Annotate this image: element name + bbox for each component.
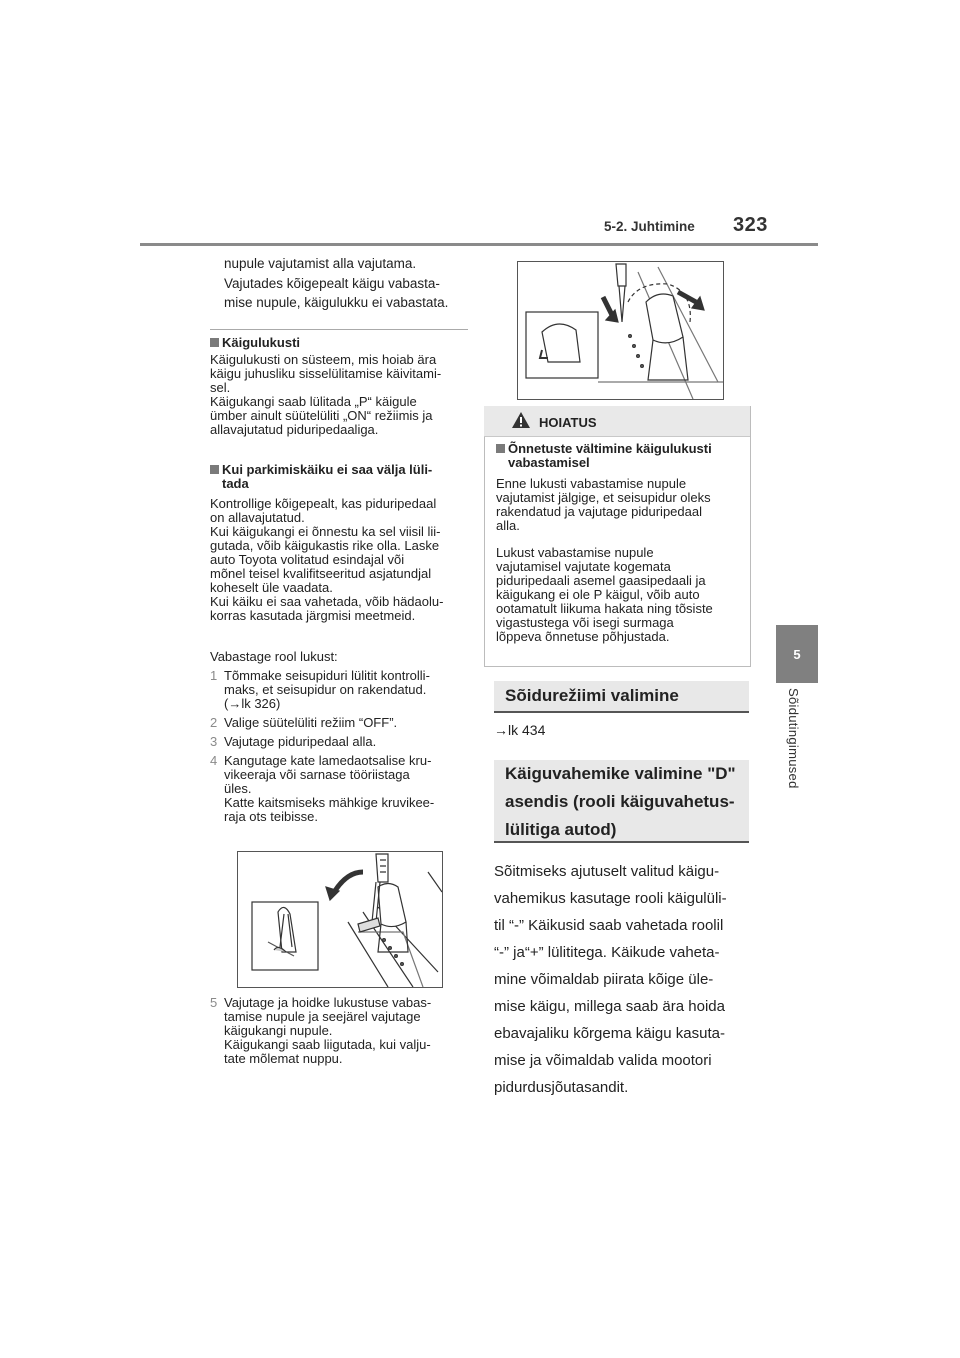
text-line: Kontrollige kõigepealt, kas piduripedaal	[210, 496, 437, 511]
text-line: Lukust vabastamise nupule	[496, 545, 654, 560]
text-line: rakendatud ja vajutage piduripedaal	[496, 504, 702, 519]
text-line: ebavajaliku kõrgema käigu kasuta-	[494, 1025, 725, 1042]
text-line: raja ots teibisse.	[224, 809, 318, 824]
section-divider	[210, 329, 468, 330]
gear-range-title	[494, 760, 749, 844]
text-line: on allavajutatud.	[210, 510, 305, 525]
text-line: vigastustega või isegi surmaga	[496, 615, 674, 630]
step-item	[210, 996, 472, 1066]
step-number: 4	[210, 753, 218, 768]
text-line: sel.	[210, 380, 231, 395]
drive-mode-title: Sõidurežiimi valimine	[505, 686, 679, 705]
step-item	[210, 754, 472, 824]
square-bullet-icon	[496, 444, 505, 453]
step-list	[210, 669, 472, 824]
text-line: Vajutage piduripedaal alla.	[224, 734, 377, 749]
gear-range-banner	[494, 760, 749, 843]
step-item	[210, 735, 472, 749]
text-line: käigu juhusliku sisselülitamise käivitami-	[210, 366, 442, 381]
no-park-heading-text: tada	[222, 476, 249, 491]
text-line: tate mõlemat nuppu.	[224, 1051, 343, 1066]
text-line: käigukangi nupule.	[224, 1023, 333, 1038]
intro-line: Vajutades kõigepealt käigu vabasta-	[224, 275, 440, 291]
step-item	[210, 669, 472, 711]
text-line: Valige süütelüliti režiim “OFF”.	[224, 715, 398, 730]
page-number: 323	[733, 214, 768, 236]
text-line: “-” ja“+” lülititega. Käikude vaheta-	[494, 944, 720, 961]
text-line: üles.	[224, 781, 252, 796]
text-line: koheselt üle vaadata.	[210, 580, 333, 595]
title-line: asendis (rooli käiguvahetus-	[505, 792, 735, 811]
text-line: vajutamisel vajutate kogemata	[496, 559, 671, 574]
warning-subheading	[496, 442, 746, 470]
text-line: Vajutage ja hoidke lukustuse vabas-	[224, 995, 432, 1010]
text-line: Kangutage kate lamedaotsalise kru-	[224, 753, 432, 768]
header-divider	[140, 243, 818, 246]
title-line: lülitiga autod)	[505, 820, 617, 839]
text-line: vajutamist jälgige, et seisupidur oleks	[496, 490, 711, 505]
no-park-heading-text: Kui parkimiskäiku ei saa välja lüli-	[222, 462, 433, 477]
shift-lock-heading-text: Käigulukusti	[222, 335, 301, 350]
section-title: 5-2. Juhtimine	[604, 219, 695, 234]
text-line: ümber ainult süütelüliti „ON“ režiimis ja	[210, 408, 433, 423]
text-line: ootamatult liikuma hakata ning tõsiste	[496, 601, 713, 616]
warning-triangle-icon	[511, 411, 531, 429]
step-number: 2	[210, 715, 218, 730]
shift-lock-heading	[210, 336, 300, 350]
square-bullet-icon	[210, 465, 219, 474]
text-line: mõnel teisel kvalifitseeritud asjatundjal	[210, 566, 432, 581]
text-line: tamise nupule ja seejärel vajutage	[224, 1009, 421, 1024]
text-line: Kui käigukangi ei õnnestu ka sel viisil lii-	[210, 524, 441, 539]
text-line: korras kasutada järgmisi meetmeid.	[210, 608, 416, 623]
text-line: allavajutatud piduripedaaliga.	[210, 422, 379, 437]
text-line: vahemikus kasutage rooli käigulüli-	[494, 890, 727, 907]
text-line: Enne lukusti vabastamise nupule	[496, 476, 687, 491]
shift-lock-text	[210, 353, 470, 437]
text-line: mise ja võimaldab valida mootori	[494, 1052, 712, 1069]
gear-range-text	[494, 858, 756, 1101]
text-line: Käigukangi saab lülitada „P“ käigule	[210, 394, 417, 409]
screwdriver-illustration	[238, 852, 442, 987]
warning-subheading-text: Õnnetuste vältimine käigulukusti	[508, 441, 712, 456]
text-line: Käigukangi saab liigutada, kui valju-	[224, 1037, 431, 1052]
page-reference-link[interactable]: →lk 434	[494, 722, 546, 738]
text-line: mine võimaldab piirata kõige üle-	[494, 971, 714, 988]
chapter-number: 5	[793, 646, 801, 662]
no-park-heading	[210, 463, 470, 491]
text-line: lõppeva õnnetuse põhjustada.	[496, 629, 670, 644]
intro-text	[224, 254, 474, 313]
text-line: Sõitmiseks ajutuselt valitud käigu-	[494, 863, 720, 880]
step-number: 3	[210, 734, 218, 749]
text-line: Kui käiku ei saa vahetada, võib hädaolu-	[210, 594, 444, 609]
text-line: gutada, võib käigukastis rike olla. Laske	[210, 538, 440, 553]
warning-paragraph	[496, 477, 746, 533]
figure-pry-cover	[237, 851, 443, 988]
warning-title: HOIATUS	[539, 415, 597, 430]
text-line: vikeeraja või sarnase tööriistaga	[224, 767, 410, 782]
text-line: mise käigu, millega saab ära hoida	[494, 998, 725, 1015]
figure-release-button	[517, 261, 724, 400]
intro-line: nupule vajutamist alla vajutama.	[224, 256, 417, 271]
step-number: 1	[210, 668, 218, 683]
chapter-label: Sõidutingimused	[786, 688, 801, 789]
text-line: maks, et seisupidur on rakendatud.	[224, 682, 427, 697]
square-bullet-icon	[210, 338, 219, 347]
warning-paragraph	[496, 546, 746, 644]
title-line: Käiguvahemike valimine "D"	[505, 764, 736, 783]
intro-line: mise nupule, käigulukku ei vabastata.	[224, 295, 449, 310]
text-line: Tõmmake seisupiduri lülitit kontrolli-	[224, 668, 430, 683]
drive-mode-banner	[494, 681, 749, 713]
text-line: auto Toyota volitatud esindajal või	[210, 552, 405, 567]
warning-subheading-text: vabastamisel	[508, 455, 590, 470]
no-park-text	[210, 497, 472, 623]
text-line: Katte kaitsmiseks mähkige kruvikee-	[224, 795, 435, 810]
text-line: Käigulukusti on süsteem, mis hoiab ära	[210, 352, 437, 367]
text-line: til “-” Käikusid saab vahetada roolil	[494, 917, 724, 934]
text-line: piduripedaali asemel gaasipedaali ja	[496, 573, 706, 588]
step-number: 5	[210, 995, 218, 1010]
steps-intro: Vabastage rool lukust:	[210, 649, 338, 664]
text-line: pidurdusjõutasandit.	[494, 1079, 629, 1096]
text-line: alla.	[496, 518, 520, 533]
step-item	[210, 716, 472, 730]
text-line: (→lk 326)	[224, 696, 281, 711]
shift-release-illustration	[518, 262, 723, 399]
text-line: käigukang ei ole P käigul, võib auto	[496, 587, 700, 602]
